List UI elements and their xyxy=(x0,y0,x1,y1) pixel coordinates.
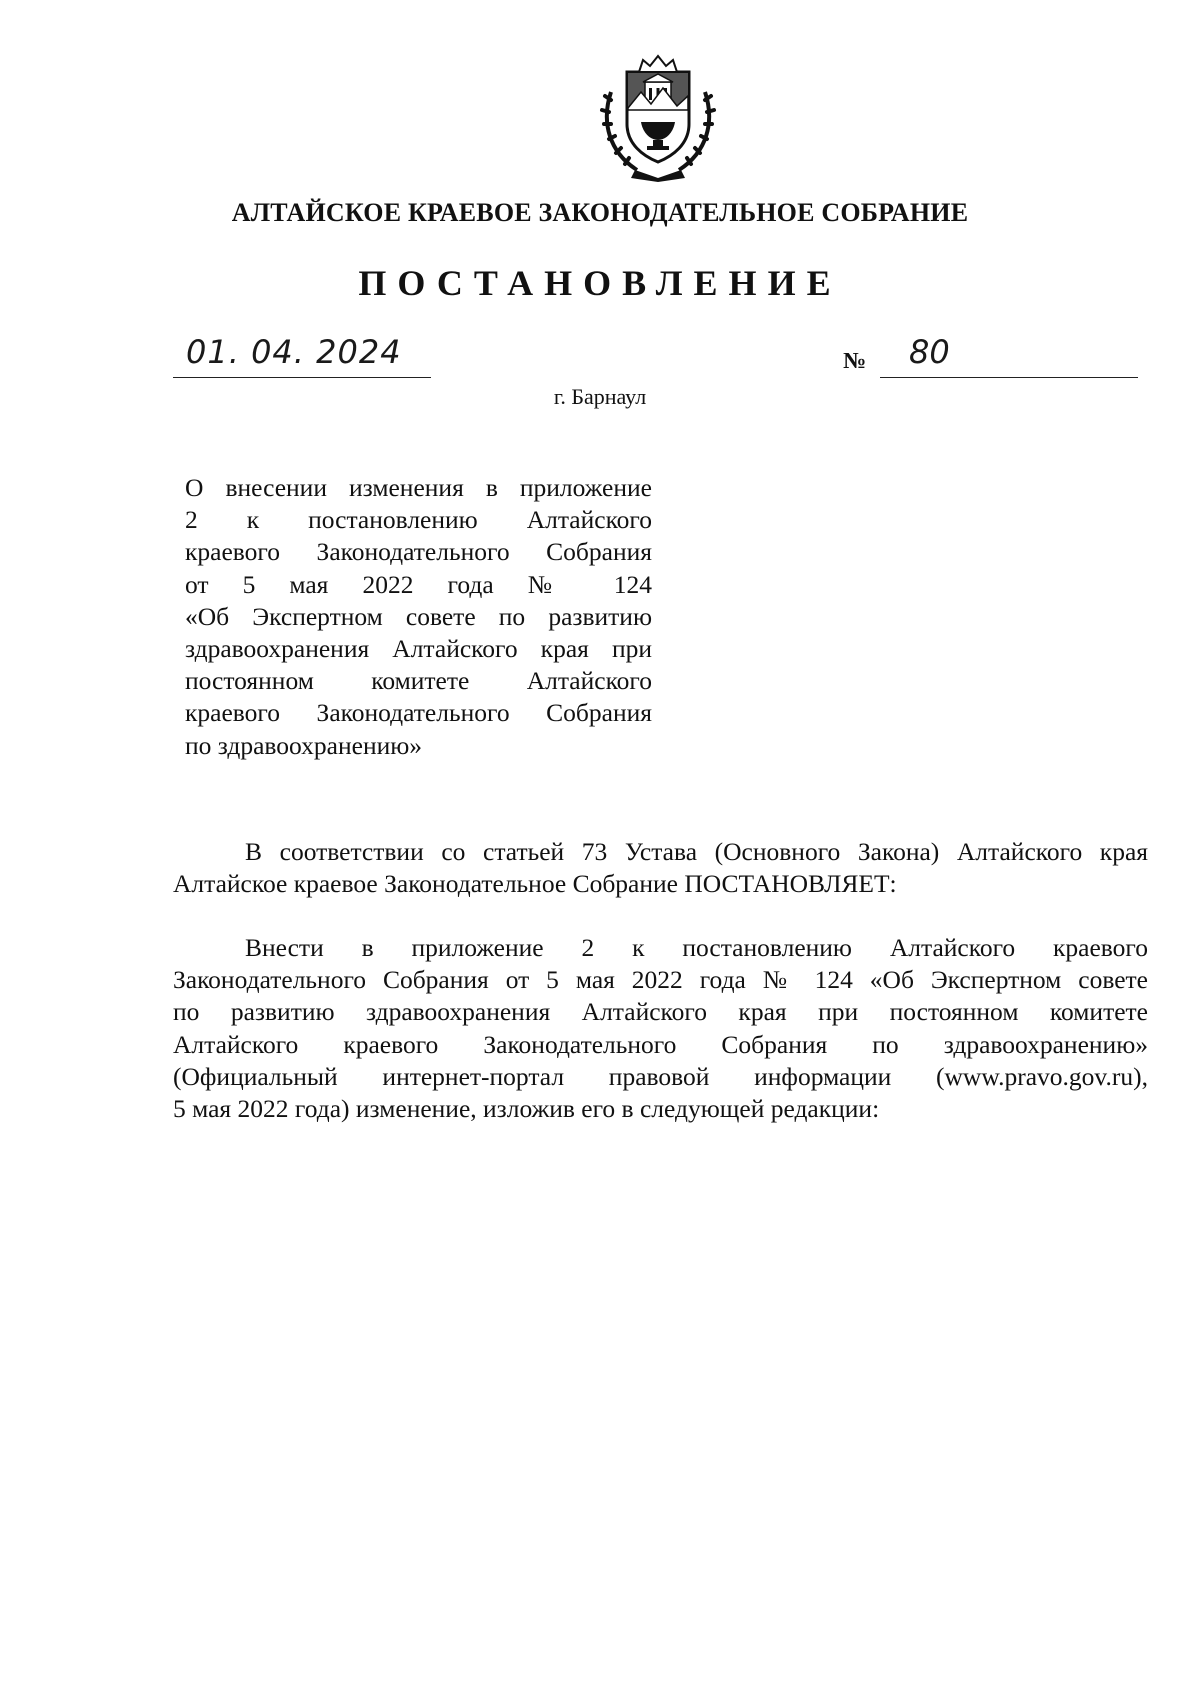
number-label: № xyxy=(843,348,867,373)
handwritten-date: 01. 04. 2024 xyxy=(186,333,402,371)
subject-line: постоянном комитете Алтайского xyxy=(185,666,652,696)
city: г. Барнаул xyxy=(553,384,647,409)
paragraph-line: Законодательного Собрания от 5 мая 2022 года № 124 «Об Экспертном совете xyxy=(173,965,1148,995)
paragraph-line: по развитию здравоохранения Алтайского края при постоянном комитете xyxy=(173,997,1148,1027)
paragraph-line: (Официальный интернет-портал правовой информации (www.pravo.gov.ru), xyxy=(173,1061,1148,1091)
subject-line: по здравоохранению» xyxy=(185,730,423,760)
paragraph-line: 5 мая 2022 года) изменение, изложив его в следующей редакции: xyxy=(173,1094,880,1124)
subject-line: краевого Законодательного Собрания xyxy=(185,698,652,728)
document-subject xyxy=(185,472,652,762)
subject-line: 2 к постановлению Алтайского xyxy=(185,505,652,535)
coat-of-arms-icon xyxy=(597,52,719,182)
paragraph-line: В соответствии со статьей 73 Устава (Основного Закона) Алтайского края xyxy=(245,837,1148,866)
resolution-paragraph xyxy=(173,932,1148,1125)
subject-line: О внесении изменения в приложение xyxy=(185,473,652,502)
subject-line: краевого Законодательного Собрания xyxy=(185,537,652,567)
paragraph-line: Алтайского краевого Законодательного Собрания по здравоохранению» xyxy=(173,1029,1148,1059)
number-underline xyxy=(880,377,1138,378)
subject-line: «Об Экспертном совете по развитию xyxy=(185,601,652,631)
handwritten-number: 80 xyxy=(909,333,950,371)
date-underline xyxy=(173,377,431,378)
paragraph-line: Алтайское краевое Законодательное Собрание ПОСТАНОВЛЯЕТ: xyxy=(173,869,897,899)
paragraph-line: Внести в приложение 2 к постановлению Алтайского краевого xyxy=(245,933,1148,962)
document-type-heading: ПОСТАНОВЛЕНИЕ xyxy=(358,263,842,303)
organization-title: АЛТАЙСКОЕ КРАЕВОЕ ЗАКОНОДАТЕЛЬНОЕ СОБРАНИЕ xyxy=(231,198,969,227)
subject-line: здравоохранения Алтайского края при xyxy=(185,634,652,664)
subject-line: от 5 мая 2022 года № 124 xyxy=(185,569,652,599)
preamble-paragraph xyxy=(173,836,1148,900)
